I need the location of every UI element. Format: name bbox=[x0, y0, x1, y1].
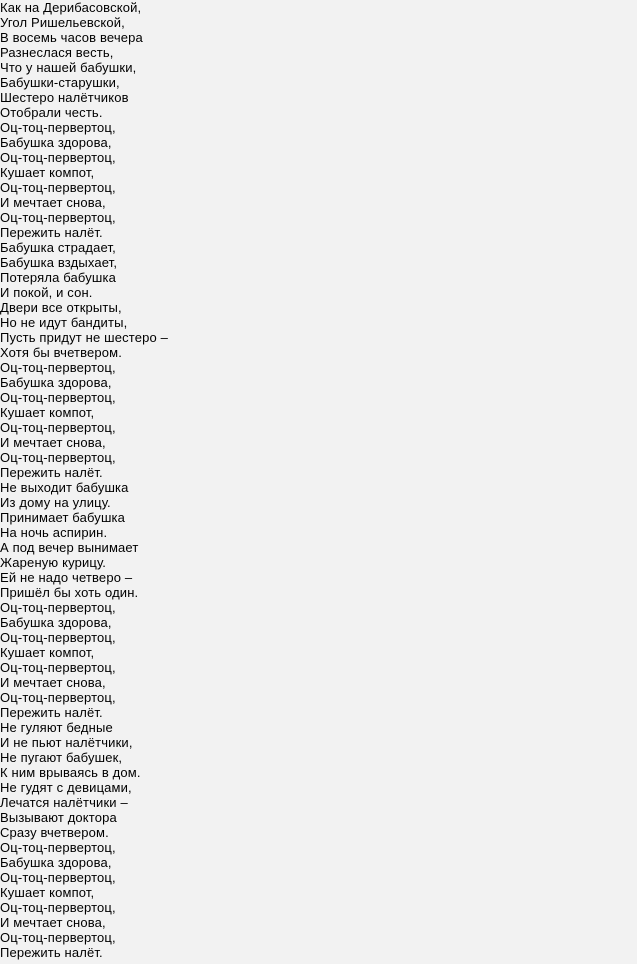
poem-line: Что у нашей бабушки, bbox=[0, 60, 137, 75]
poem-line: Оц-тоц-первертоц, bbox=[0, 930, 116, 945]
poem-line: Бабушки-старушки, bbox=[0, 75, 120, 90]
poem-line: Бабушка здорова, bbox=[0, 375, 112, 390]
poem-line: Принимает бабушка bbox=[0, 510, 126, 525]
poem-line: Кушает компот, bbox=[0, 885, 95, 900]
poem-line: Угол Ришельевской, bbox=[0, 15, 125, 30]
poem-line: Пережить налёт. bbox=[0, 945, 103, 960]
poem-line: Оц-тоц-первертоц, bbox=[0, 690, 116, 705]
poem-line: Лечатся налётчики – bbox=[0, 795, 128, 810]
poem-line: Вызывают доктора bbox=[0, 810, 117, 825]
poem-line: Бабушка здорова, bbox=[0, 135, 112, 150]
poem-line: Оц-тоц-первертоц, bbox=[0, 870, 116, 885]
poem-line: Оц-тоц-первертоц, bbox=[0, 150, 116, 165]
poem-line: Пережить налёт. bbox=[0, 465, 103, 480]
poem-line: Пережить налёт. bbox=[0, 705, 103, 720]
poem-line: Бабушка здорова, bbox=[0, 855, 112, 870]
poem-line: Из дому на улицу. bbox=[0, 495, 111, 510]
poem-line: Не пугают бабушек, bbox=[0, 750, 123, 765]
poem-line: Кушает компот, bbox=[0, 165, 95, 180]
poem-line: А под вечер вынимает bbox=[0, 540, 139, 555]
poem-line: Оц-тоц-первертоц, bbox=[0, 900, 116, 915]
poem-line: И мечтает снова, bbox=[0, 915, 106, 930]
poem-line: Оц-тоц-первертоц, bbox=[0, 420, 116, 435]
poem-line: Оц-тоц-первертоц, bbox=[0, 180, 116, 195]
poem-line: Оц-тоц-первертоц, bbox=[0, 630, 116, 645]
poem-line: Оц-тоц-первертоц, bbox=[0, 120, 116, 135]
poem-line: И покой, и сон. bbox=[0, 285, 93, 300]
poem-line: Оц-тоц-первертоц, bbox=[0, 210, 116, 225]
poem-line: Бабушка вздыхает, bbox=[0, 255, 118, 270]
poem-line: Бабушка здорова, bbox=[0, 615, 112, 630]
poem-line: Жареную курицу. bbox=[0, 555, 107, 570]
poem-line: Не гудят с девицами, bbox=[0, 780, 132, 795]
poem-line: Оц-тоц-первертоц, bbox=[0, 360, 116, 375]
poem-line: Кушает компот, bbox=[0, 645, 95, 660]
poem-line: Как на Дерибасовской, bbox=[0, 0, 142, 15]
poem-line: К ним врываясь в дом. bbox=[0, 765, 141, 780]
poem-line: Но не идут бандиты, bbox=[0, 315, 128, 330]
poem-line: Двери все открыты, bbox=[0, 300, 122, 315]
poem-line: И мечтает снова, bbox=[0, 195, 106, 210]
poem-line: Оц-тоц-первертоц, bbox=[0, 660, 116, 675]
poem-line: Оц-тоц-первертоц, bbox=[0, 450, 116, 465]
poem-line: Потеряла бабушка bbox=[0, 270, 116, 285]
poem-line: Не выходит бабушка bbox=[0, 480, 129, 495]
poem-line: Пусть придут не шестеро – bbox=[0, 330, 168, 345]
poem-line: Разнеслася весть, bbox=[0, 45, 114, 60]
poem-line: Шестеро налётчиков bbox=[0, 90, 129, 105]
poem-line: В восемь часов вечера bbox=[0, 30, 143, 45]
poem-line: Отобрали честь. bbox=[0, 105, 103, 120]
poem-line: И не пьют налётчики, bbox=[0, 735, 133, 750]
poem-line: На ночь аспирин. bbox=[0, 525, 108, 540]
poem-line: И мечтает снова, bbox=[0, 435, 106, 450]
poem-line: Сразу вчетвером. bbox=[0, 825, 109, 840]
poem-line: Не гуляют бедные bbox=[0, 720, 113, 735]
poem-line: Бабушка страдает, bbox=[0, 240, 116, 255]
poem-line: Оц-тоц-первертоц, bbox=[0, 390, 116, 405]
poem-line: Пережить налёт. bbox=[0, 225, 103, 240]
poem-line: Оц-тоц-первертоц, bbox=[0, 600, 116, 615]
poem-line: Оц-тоц-первертоц, bbox=[0, 840, 116, 855]
poem-line: Пришёл бы хоть один. bbox=[0, 585, 139, 600]
poem-line: Ей не надо четверо – bbox=[0, 570, 133, 585]
poem-line: Хотя бы вчетвером. bbox=[0, 345, 123, 360]
poem-line: Кушает компот, bbox=[0, 405, 95, 420]
poem-line: И мечтает снова, bbox=[0, 675, 106, 690]
